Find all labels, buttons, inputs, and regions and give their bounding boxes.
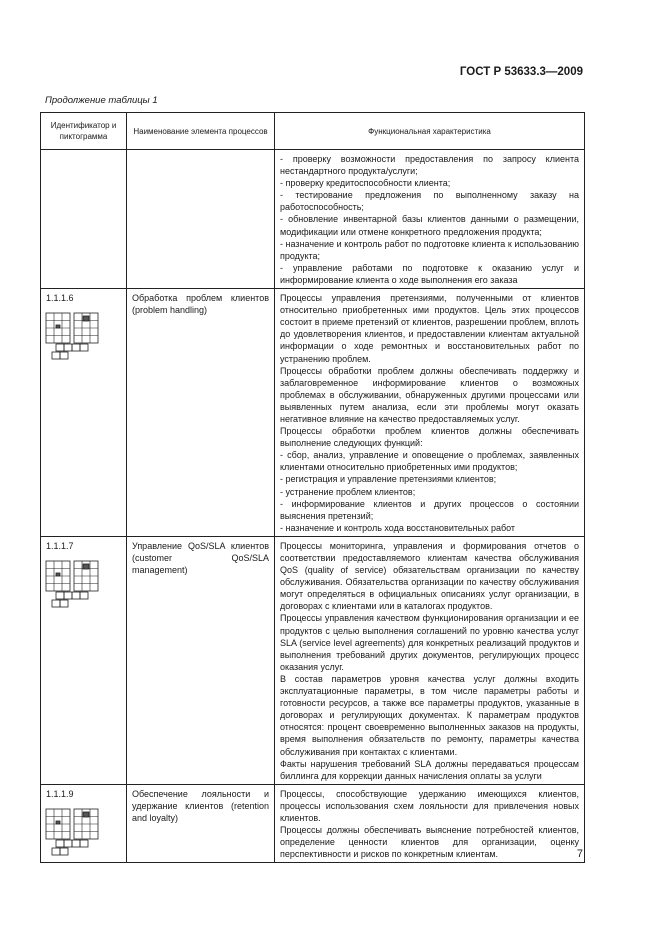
- description-paragraph: Процессы обработки проблем клиентов должны обеспечивать выполнение следующих функций:: [280, 426, 579, 449]
- row-id-cell: [41, 784, 127, 863]
- description-paragraph: - управление работами по подготовке к оказанию услуг и информирование клиента о ходе выполнения его заказа: [280, 262, 579, 285]
- row-name-cell: [127, 536, 275, 784]
- process-grid-pictogram-icon: [44, 559, 104, 609]
- description-paragraph: - информирование клиентов и других процессов о состоянии выяснения претензий;: [280, 498, 579, 521]
- description-paragraph: Процессы управления качеством функционирования организации и ее продуктов с целью выполнения соглашений по уровню качества услуг SLA (service level agreements) для конкретных реализаций продуктов и выполнения требований других документов, регулирующих процесс оказания услуг.: [280, 613, 579, 672]
- process-id: 1.1.1.6: [46, 293, 74, 304]
- column-header-id: Идентификатор и пиктограмма: [41, 113, 127, 150]
- description-paragraph: - обновление инвентарной базы клиентов данными о размещении, модификации или отмене конкретного предложения продукта;: [280, 214, 579, 237]
- description-paragraph: - проверку возможности предоставления по запросу клиента нестандартного продукта/услуги;: [280, 154, 579, 177]
- row-id-cell: [41, 150, 127, 289]
- row-name-cell: [127, 784, 275, 863]
- description-paragraph: - проверку кредитоспособности клиента;: [280, 178, 451, 189]
- row-description-cell: [275, 536, 585, 784]
- row-name-cell: [127, 150, 275, 289]
- description-paragraph: Процессы обработки проблем должны обеспечивать поддержку и заблаговременное информирование клиентов о возможных проблемах в обслуживании, обнаруженных другими процессами или выявленных путем анализа, если эти проблемы могут оказать негативное влияние на качество предоставляемых услуг.: [280, 365, 579, 424]
- column-header-name: Наименование элемента процессов: [127, 113, 275, 150]
- process-id: 1.1.1.9: [46, 788, 74, 799]
- description-paragraph: Процессы мониторинга, управления и формирования отчетов о соответствии предоставляемого клиентам качества обслуживания QoS (quality of service) обязательствам организации по качеству обслуживания. Обязательства организации по качеству обслуживания могут определяться в официальных описаниях услуг организации, в договорах с клиентами или в каталогах продуктов.: [280, 540, 579, 612]
- column-header-description: Функциональная характеристика: [275, 113, 585, 150]
- table-caption: Продолжение таблицы 1: [45, 95, 158, 106]
- row-id-cell: [41, 289, 127, 537]
- process-name: Обеспечение лояльности и удержание клиентов (retention and loyalty): [132, 788, 269, 823]
- description-paragraph: - назначение и контроль хода восстановительных работ: [280, 522, 516, 533]
- row-description-cell: [275, 289, 585, 537]
- description-paragraph: Процессы управления претензиями, полученными от клиентов относительно приобретенных ими продуктов. Цель этих процессов состоит в приеме претензий от клиентов, разрешении проблем, вплоть до удовлетворения клиентов, и предоставлении клиентам актуальной информации о ходе ремонтных и восстановительных работ по устранению проблем.: [280, 293, 579, 364]
- process-name: Обработка проблем клиентов (problem handling): [132, 293, 269, 316]
- page-number: 7: [576, 848, 583, 860]
- table-row: [41, 536, 585, 784]
- table-row: [41, 784, 585, 863]
- row-description-cell: [275, 150, 585, 289]
- description-paragraph: Процессы, способствующие удержанию имеющихся клиентов, процессы использования схем лояльности для привлечения новых клиентов.: [280, 788, 579, 823]
- table-row: [41, 289, 585, 537]
- process-name: Управление QoS/SLA клиентов (customer QoS/SLA management): [132, 540, 269, 576]
- description-paragraph: Факты нарушения требований SLA должны передаваться процессам биллинга для коррекции данных начисления оплаты за услуги: [280, 758, 579, 781]
- row-description-cell: [275, 784, 585, 863]
- description-paragraph: В состав параметров уровня качества услуг должны входить эксплуатационные параметры, в том числе параметры работы и готовности ресурсов, а также все параметры продуктов, указанные в договорах и регулирующих документах. К параметрам продуктов относятся: процент своевременно выполненных заказов на продукты, время выполнения обязательств по ремонту, параметры качества обслуживания при контактах с клиентами.: [280, 673, 579, 757]
- process-table: [40, 112, 585, 863]
- table-header-row: [41, 113, 585, 150]
- process-id: 1.1.1.7: [46, 540, 74, 551]
- description-paragraph: - устранение проблем клиентов;: [280, 486, 416, 497]
- row-id-cell: [41, 536, 127, 784]
- process-grid-pictogram-icon: [44, 807, 104, 857]
- document-header: ГОСТ Р 53633.3—2009: [459, 66, 583, 78]
- row-name-cell: [127, 289, 275, 537]
- description-paragraph: - сбор, анализ, управление и оповещение о проблемах, заявленных клиентами относительно приобретенных ими продуктов;: [280, 450, 579, 473]
- description-paragraph: - назначение и контроль работ по подготовке клиента к использованию продукта;: [280, 238, 579, 261]
- process-grid-pictogram-icon: [44, 311, 104, 361]
- description-paragraph: Процессы должны обеспечивать выяснение потребностей клиентов, определение ценности клиентов для организации, оценку перспективности и рисков по конкретным клиентам.: [280, 825, 579, 860]
- table-row: [41, 150, 585, 289]
- description-paragraph: - регистрация и управление претензиями клиентов;: [280, 474, 497, 485]
- description-paragraph: - тестирование предложения по выполненному заказу на работоспособность;: [280, 190, 579, 213]
